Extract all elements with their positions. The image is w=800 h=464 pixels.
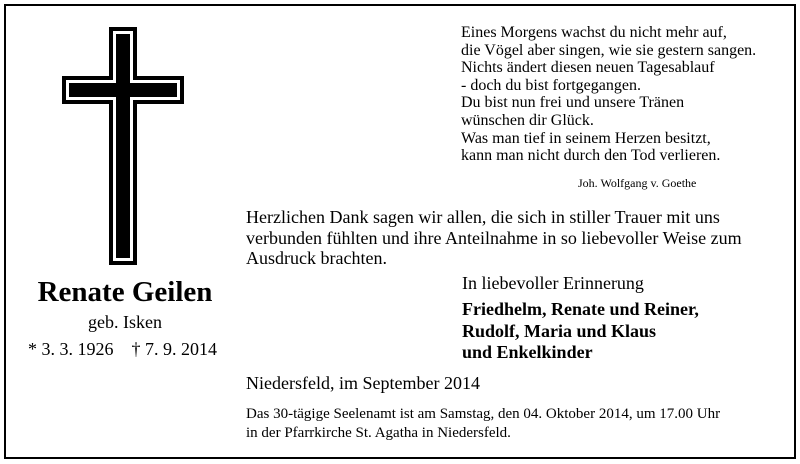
life-dates	[28, 339, 217, 360]
death-date: † 7. 9. 2014	[131, 339, 217, 359]
poem-line: Du bist nun frei und unsere Tränen	[461, 94, 685, 112]
family-line: Rudolf, Maria und Klaus	[462, 320, 657, 341]
poem-line: Was man tief in seinem Herzen besitzt,	[461, 129, 711, 147]
family-names	[462, 299, 699, 364]
poem-line: kann man nicht durch den Tod verlieren.	[461, 147, 721, 165]
cross-icon	[60, 25, 186, 267]
service-info	[246, 405, 720, 443]
poem	[461, 24, 756, 165]
place-date: Niedersfeld, im September 2014	[246, 373, 480, 393]
poem-line: Nichts ändert diesen neuen Tagesablauf	[461, 59, 715, 77]
maiden-name: geb. Isken	[88, 312, 162, 332]
service-line: Das 30-tägige Seelenamt ist am Samstag, den 04. Oktober 2014, um 17.00 Uhr	[246, 406, 721, 422]
poem-line: Eines Morgens wachst du nicht mehr auf,	[461, 24, 727, 41]
family-line: Friedhelm, Renate und Reiner,	[462, 299, 699, 319]
family-line: und Enkelkinder	[462, 342, 593, 362]
thanks-line: verbunden fühlten und ihre Anteilnahme in so liebevoller Weise zum	[246, 227, 742, 248]
poem-author: Joh. Wolfgang v. Goethe	[578, 176, 697, 190]
memory-heading: In liebevoller Erinnerung	[462, 273, 644, 293]
poem-line: die Vögel aber singen, wie sie gestern sangen.	[461, 41, 757, 59]
birth-date: * 3. 3. 1926	[28, 339, 114, 359]
thanks-text	[246, 207, 742, 269]
poem-line: - doch du bist fortgegangen.	[461, 76, 641, 94]
service-line: in der Pfarrkirche St. Agatha in Niedersfeld.	[246, 425, 511, 441]
thanks-line: Herzlichen Dank sagen wir allen, die sich in stiller Trauer mit uns	[246, 207, 720, 227]
thanks-line: Ausdruck brachten.	[246, 248, 387, 268]
deceased-name: Renate Geilen	[37, 276, 213, 308]
poem-line: wünschen dir Glück.	[461, 111, 594, 129]
